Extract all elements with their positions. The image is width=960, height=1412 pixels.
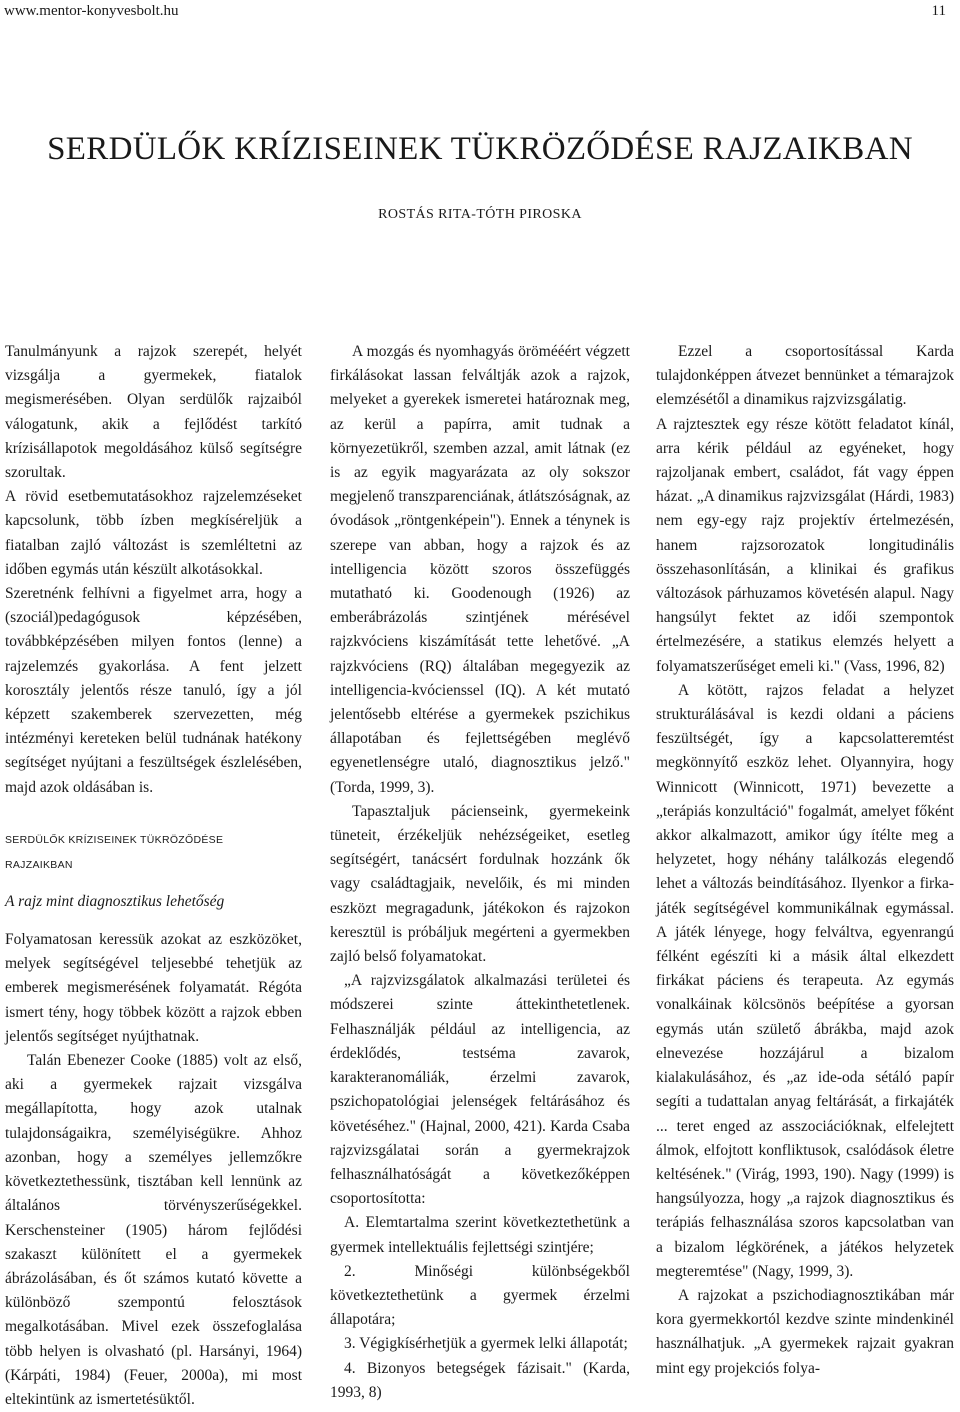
body-paragraph: A mozgás és nyomhagyás örömééért végzett firkálásokat lassan felváltják azok a rajzok, melyeket a gyerekek ismeretei határoznak meg, az kerül a papírra, amit tudnak a környezetükről, szemben azzal, amit látnak (ez is az egyik magyarázata az oly sokszor megjelenő transzparenciának, átlátszóságnak, az óvodások „röntgenképein"). Ennek a ténynek is szerepe van abban, hogy a rajzok és az intelligencia között szoros összefüggés mutatható ki. Goodenough (1926) az emberábrázolás szintjének mérésével rajzkvóciens kiszámítását tette lehetővé. „A rajzkvóciens (RQ) általában megegyezik az intelligencia-kvócienssel (IQ). A két mutató jelentősebb eltérése a gyermekek pszichikus állapotában és fejlettségében meglévő egyenetlenségre utaló, diagnosztikus jelző." (Torda, 1999, 3). <box>330 343 630 796</box>
list-item: 3. Végigkísérhetjük a gyermek lelki állapotát; <box>344 1335 628 1353</box>
abstract-paragraph: A rövid esetbemutatásokhoz rajzelemzéseket kapcsolunk, több ízben megkíséreljük a fiatalban zajló változást is szemléltetni az időben egymás után készült alkotásokkal. <box>5 488 302 578</box>
page-number: 11 <box>931 3 946 19</box>
section-heading: A rajz mint diagnosztikus lehetőség <box>5 892 225 910</box>
column-2 <box>330 340 630 1405</box>
body-paragraph: Talán Ebenezer Cooke (1885) volt az első, aki a gyermekek rajzait vizsgálva megállapította, hogy azok utalnak tulajdonságaikra, személyiségükre. Ahhoz azonban, hogy a személyes jellemzőkre következtethessünk, tisztában kell lennünk az általános törvényszerűségekkel. Kerschensteiner (1905) három fejlődési szakaszt különített el a gyermekek ábrázolásában, és őt számos kutató követte a különböző szempontú felosztások megalkotásában. Mivel ezek összefoglalása több helyen is olvasható (pl. Harsányi, 1964) (Kárpáti, 1984) (Feuer, 2000a), mi most eltekintünk az ismertetésüktől. <box>5 1052 302 1408</box>
column-3 <box>656 340 954 1381</box>
body-paragraph: „A rajzvizsgálatok alkalmazási területei és módszerei szinte áttekinthetetlenek. Felhasználják például az intelligencia, az érdeklődés, testséma zavarok, karakteranomáliák, érzelmi zavarok, pszichopatológiai jelenségek feltárásához és követéséhez." (Hajnal, 2000, 421). Karda Csaba rajzvizsgálatai során a gyermekrajzok felhasználhatóságát a következőképpen csoportosította: <box>330 972 630 1208</box>
body-paragraph: Ezzel a csoportosítással Karda tulajdonképpen átvezet bennünket a témarajzok elemzésétől a dinamikus rajzvizsgálatig. <box>656 343 954 409</box>
article-authors: ROSTÁS RITA-TÓTH PIROSKA <box>378 207 582 222</box>
header-url[interactable]: www.mentor-konyvesbolt.hu <box>4 3 179 19</box>
body-paragraph: A kötött, rajzos feladat a helyzet strukturálásával is kezdi oldani a páciens feszültségét, így a kapcsolatteremtést megkönnyítő eszköz lehet. Olyannyira, hogy Winnicott (Winnicott, 1971) bevezette a „terápiás konzultáció" fogalmát, amelyet főként akkor alkalmazott, amikor úgy ítélte meg a helyzetet, hogy néhány találkozás elegendő lehet a változás beindításához. Ilyenkor a firka-játék segítségével kommunikálnak egymással. A játék lényege, hogy felváltva, egyenrangú félként egészíti ki a másik által elkezdett firkákat páciens és terapeuta. Az egymás vonalkáinak kölcsönös beépítése a gyorsan egymás után születő ábrákba, majd azok elnevezése hozzájárul a bizalom kialakulásához, és „az ide-oda sétáló papír segíti a tudattalan anyag feltárását, a firkajáték ... teret enged az asszociációknak, elfelejtett álmok, elfojtott konfliktusok, csalódások életre keltésének." (Virág, 1993, 190). Nagy (1999) is hangsúlyozza, hogy „a rajzok diagnosztikus és terápiás felhasználása szoros kapcsolatban van a bizalom légkörének, a játékos helyzetek megteremtése" (Nagy, 1999, 3). <box>656 681 954 1280</box>
body-paragraph: Folyamatosan keressük azokat az eszközöket, melyek segítségével teljesebbé tehetjük az emberek megismerésének folyamatát. Régóta ismert tény, hogy többek között a rajzok ebben jelentős segítséget nyújthatnak. <box>5 931 302 1045</box>
list-item: 4. Bizonyos betegségek fázisait." (Karda, 1993, 8) <box>330 1359 630 1401</box>
body-paragraph: A rajztesztek egy része kötött feladatot kínál, arra kérik például az egyéneket, hogy rajzoljanak embert, családot, fát vagy éppen házat. „A dinamikus rajzvizsgálat (Hárdi, 1983) nem egy-egy rajz projektív értelmezésén, hanem rajzsorozatok longitudinális összehasonlításán, a klinikai és grafikus változások párhuzamos követésén alapul. Nagy hangsúlyt fektet az idői szempontok értelmezésére, a statikus elemzés helyett a folyamatszerűséget emeli ki." (Vass, 1996, 82) <box>656 415 954 675</box>
abstract-paragraph: Szeretnénk felhívni a figyelmet arra, hogy a (szociál)pedagógusok képzésében, továbbképzésében milyen fontos (lenne) a rajzelemzés gyakorlása. A fent jelzett korosztály jelentős része tanuló, így a jól képzett szakemberek szervezetten, még intézményi kereteken belül tudnának hatékony segítséget nyújtani a feszültségek észlelésében, majd azok oldásában is. <box>5 585 302 796</box>
list-item: A. Elemtartalma szerint következtethetünk a gyermek intellektuális fejlettségi szintjére; <box>330 1214 630 1256</box>
body-paragraph: A rajzokat a pszichodiagnosztikában már kora gyermekkortól kezdve szinte mindenkinél használhatjuk. „A gyermekek rajzait gyakran mint egy projekciós folya- <box>656 1286 954 1377</box>
abstract-paragraph: Tanulmányunk a rajzok szerepét, helyét vizsgálja a gyermekek, fiatalok megismerésében. Olyan serdülők rajzaiból válogatunk, akik a fejlődést tarkító krízisállapotok megoldásához külső segítségre szorultak. <box>5 343 302 482</box>
list-item: 2. Minőségi különbségekből következtethetünk a gyermek érzelmi állapotára; <box>330 1262 630 1329</box>
running-head: SERDÜLŐK KRÍZISEINEK TÜKRÖZŐDÉSE <box>5 833 224 846</box>
article-title: SERDÜLŐK KRÍZISEINEK TÜKRÖZŐDÉSE RAJZAIKBAN <box>47 131 913 167</box>
running-head: RAJZAIKBAN <box>5 858 73 871</box>
column-1 <box>5 340 302 1412</box>
body-paragraph: Tapasztaljuk pácienseink, gyermekeink tüneteit, érzékeljük nehézségeiket, esetleg segítségért, tanácsért fordulnak hozzánk ők vagy családtagjaik, nevelőik, és mi minden eszközt megragadunk, játékokon és rajzokon keresztül is próbáljuk megérteni a gyermekben zajló belső folyamatokat. <box>330 802 630 966</box>
